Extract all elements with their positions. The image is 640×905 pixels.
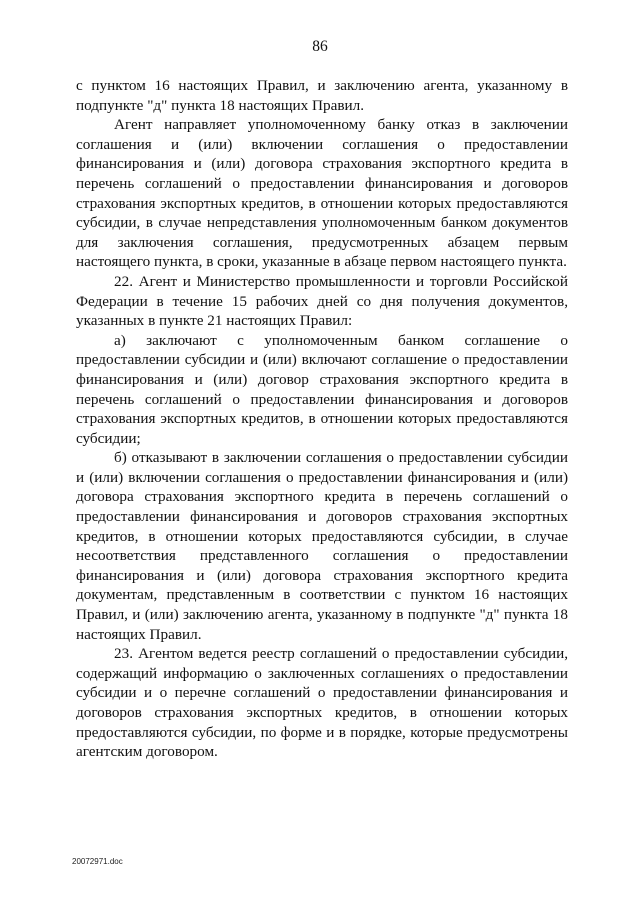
- paragraph-continuation: с пунктом 16 настоящих Правил, и заключению агента, указанному в подпункте "д" пункта 18 настоящих Правил.: [76, 77, 568, 114]
- page-number: 86: [312, 38, 328, 55]
- paragraph-clause-22-a: а) заключают с уполномоченным банком соглашение о предоставлении субсидии и (или) включают соглашение о предоставлении финансирования и (или) договор страхования экспортного кредита в перечень соглашений о предоставлении финансирования и договоров страхования экспортных кредитов, в отношении которых предоставляются субсидии;: [76, 331, 568, 447]
- paragraph-agent-refusal: Агент направляет уполномоченному банку отказ в заключении соглашения и (или) включении соглашения о предоставлении финансирования и (или) договора страхования экспортного кредита в перечень соглашений о предоставлении финансирования и договоров страхования экспортных кредитов, в отношении которых предоставляются субсидии, в случае непредставления уполномоченным банком документов для заключения соглашения, предусмотренных абзацем первым настоящего пункта, в сроки, указанные в абзаце первом настоящего пункта.: [76, 116, 568, 271]
- paragraph-clause-23: 23. Агентом ведется реестр соглашений о предоставлении субсидии, содержащий информацию о заключенных соглашениях о предоставлении субсидии и о перечне соглашений о предоставлении финансирования и договоров страхования экспортных кредитов, в отношении которых предоставляются субсидии, по форме и в порядке, которые предусмотрены агентским договором.: [76, 645, 568, 761]
- paragraph-clause-22: 22. Агент и Министерство промышленности и торговли Российской Федерации в течение 15 рабочих дней со дня получения документов, указанных в пункте 21 настоящих Правил:: [76, 272, 568, 330]
- paragraph-clause-22-b: б) отказывают в заключении соглашения о предоставлении субсидии и (или) включении соглашения о предоставлении финансирования и (или) договора страхования экспортного кредита в перечень соглашений о предоставлении финансирования и договоров страхования экспортных кредитов, в отношении которых предоставляются субсидии, в случае несоответствия представленного соглашения о предоставлении финансирования и (или) договора страхования экспортного кредита документам, представленным в соответствии с пунктом 16 настоящих Правил, и (или) заключению агента, указанному в подпункте "д" пункта 18 настоящих Правил.: [76, 449, 568, 643]
- footer-filename: 20072971.doc: [72, 857, 123, 866]
- document-body: [76, 76, 568, 762]
